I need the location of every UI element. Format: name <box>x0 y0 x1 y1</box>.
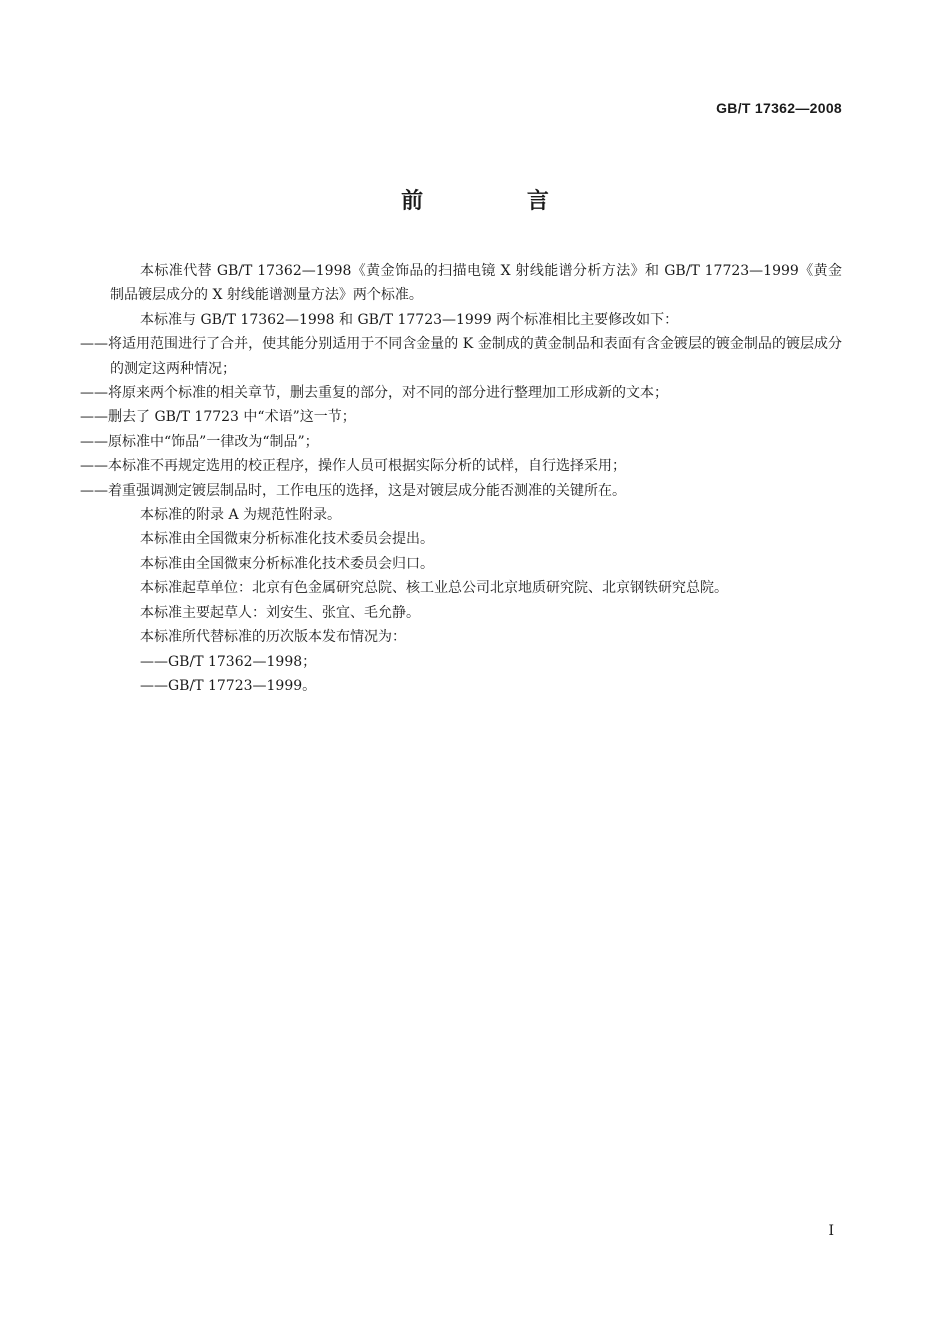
foreword-body <box>80 259 842 698</box>
list-item: ——将原来两个标准的相关章节，删去重复的部分，对不同的部分进行整理加工形成新的文本； <box>80 385 668 402</box>
page-title: 前 言 <box>401 189 597 214</box>
list-item: ——将适用范围进行了合并，使其能分别适用于不同含金量的 K 金制成的黄金制品和表面有含金镀层的镀金制品的镀层成分的测定这两种情况； <box>80 336 842 377</box>
list-item: ——删去了 GB/T 17723 中“术语”这一节； <box>80 409 356 426</box>
page-number: I <box>828 1223 834 1239</box>
paragraph: 本标准由全国微束分析标准化技术委员会提出。 <box>140 531 434 548</box>
paragraph: 本标准由全国微束分析标准化技术委员会归口。 <box>140 555 434 572</box>
list-item: ——着重强调测定镀层制品时，工作电压的选择，这是对镀层成分能否测准的关键所在。 <box>80 482 626 499</box>
paragraph: 本标准主要起草人：刘安生、张宜、毛允静。 <box>140 604 420 621</box>
standard-code-header: GB/T 17362—2008 <box>716 100 842 116</box>
paragraph: 本标准与 GB/T 17362—1998 和 GB/T 17723—1999 两个标准相比主要修改如下： <box>140 311 679 328</box>
paragraph: 本标准起草单位：北京有色金属研究总院、核工业总公司北京地质研究院、北京钢铁研究总院。 <box>140 580 728 597</box>
list-item: ——原标准中“饰品”一律改为“制品”； <box>80 433 319 450</box>
list-item: ——GB/T 17362—1998； <box>140 653 317 670</box>
paragraph: 本标准的附录 A 为规范性附录。 <box>140 507 342 524</box>
list-item: ——本标准不再规定选用的校正程序，操作人员可根据实际分析的试样，自行选择采用； <box>80 458 626 475</box>
list-item: ——GB/T 17723—1999。 <box>140 677 317 694</box>
paragraph: 本标准代替 GB/T 17362—1998《黄金饰品的扫描电镜 X 射线能谱分析方法》和 GB/T 17723—1999《黄金制品镀层成分的 X 射线能谱测量方法》两个标准。 <box>110 263 842 304</box>
paragraph: 本标准所代替标准的历次版本发布情况为： <box>140 629 406 646</box>
